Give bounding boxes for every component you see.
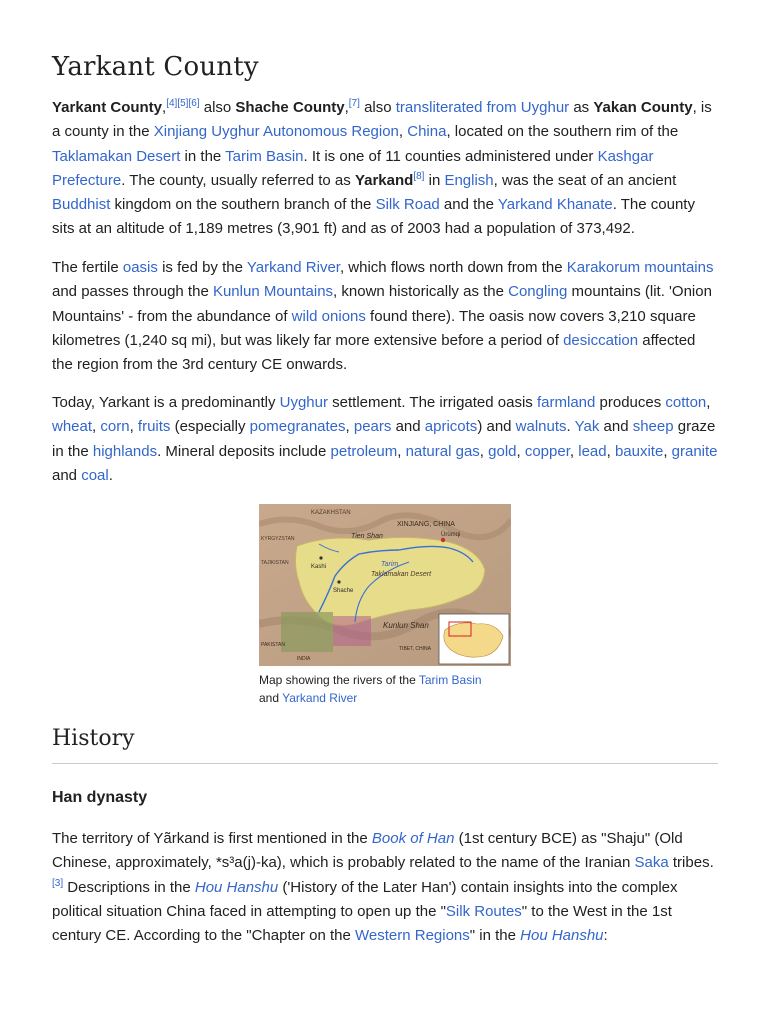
text: in the [180, 147, 226, 165]
italic-title[interactable]: Book of Han [371, 830, 455, 847]
map-label-kyrgyzstan: KYRGYZSTAN [261, 536, 295, 542]
text: : [603, 927, 608, 945]
map-label-tarim: Tarim [381, 561, 399, 568]
text: , [345, 418, 354, 436]
oasis-paragraph [52, 256, 718, 377]
text: , located on the southern rim of the [446, 123, 679, 141]
text: and [391, 418, 425, 436]
text: and [52, 466, 82, 484]
link[interactable]: walnuts [515, 418, 567, 436]
link[interactable]: natural gas [405, 442, 480, 460]
citation[interactable] [166, 98, 199, 109]
link[interactable]: Congling [508, 283, 568, 301]
text: Descriptions in the [63, 878, 195, 896]
link[interactable]: gold [488, 442, 517, 460]
caption-text: Map showing the rivers of the [259, 673, 419, 687]
map-label-shache: Shache [333, 588, 354, 594]
text: graze in the [52, 418, 716, 460]
map-label-xinjiang: XINJIANG, CHINA [397, 521, 455, 528]
text: , which flows north down from the [339, 259, 567, 276]
map-label-tibet: TIBET, CHINA [399, 646, 431, 652]
text: , [606, 442, 615, 460]
text: The territory of Yãrkand is first mentioned in the [52, 830, 372, 847]
map-label-tianshan: Tien Shan [351, 533, 383, 540]
link[interactable]: lead [578, 442, 607, 460]
text: Today, Yarkant is a predominantly [52, 394, 280, 411]
bold-term: Yarkand [354, 171, 414, 189]
link[interactable]: transliterated from Uyghur [395, 99, 570, 116]
text: , known historically as the [333, 283, 509, 301]
text: . The county, usually referred to as [121, 171, 355, 189]
text: The fertile [52, 259, 123, 276]
link[interactable]: Xinjiang Uyghur Autonomous Region [153, 123, 399, 141]
link[interactable]: English [444, 171, 494, 189]
link[interactable]: Taklamakan Desert [52, 147, 181, 165]
page-title: Yarkant County [52, 52, 259, 82]
text: , [569, 442, 579, 460]
text: . Mineral deposits include [157, 442, 331, 460]
text: and the [439, 196, 498, 214]
text: " in the [469, 927, 521, 945]
link[interactable]: corn [100, 418, 130, 436]
link[interactable]: Western Regions [355, 927, 470, 945]
subsection-heading-han-dynasty: Han dynasty [52, 789, 148, 806]
text: settlement. The irrigated oasis [327, 394, 537, 411]
text: found there). The oasis now covers 3,210 square kilometres (1,240 sq mi), but was likely far more extensive before a period of [52, 307, 696, 349]
citation[interactable] [52, 878, 63, 889]
text: . It is one of 11 counties administered under [303, 147, 598, 165]
kashi-marker [319, 556, 322, 559]
caption-text: and [259, 690, 283, 705]
map-label-taklamakan: Taklamakan Desert [371, 571, 432, 578]
link[interactable]: desiccation [563, 331, 639, 349]
caption-link-tarim-basin[interactable]: Tarim Basin [418, 673, 482, 687]
text: , [92, 418, 101, 436]
shache-marker [337, 580, 340, 583]
map-label-kazakhstan: KAZAKHSTAN [311, 510, 351, 516]
link[interactable]: copper [524, 442, 570, 460]
text: , [344, 99, 349, 116]
han-paragraph [52, 827, 718, 948]
urumqi-marker [441, 538, 445, 542]
text: affected the region from the 3rd century CE onwards. [52, 331, 696, 374]
map-label-pakistan: PAKISTAN [261, 642, 285, 648]
link[interactable]: petroleum [330, 442, 398, 460]
link[interactable] [195, 879, 278, 896]
text: mountains (lit. 'Onion Mountains' - from the abundance of [52, 283, 712, 325]
text: . [108, 466, 113, 484]
text: also [359, 99, 396, 116]
link[interactable]: Uyghur [279, 394, 328, 411]
bold-term: Shache County [235, 99, 345, 116]
link[interactable]: Yak [574, 418, 600, 436]
section-heading-history: History [52, 726, 718, 764]
intro-paragraph [52, 96, 718, 242]
text: tribes. [668, 854, 714, 872]
text: and [599, 418, 633, 436]
text: kingdom on the southern branch of the [110, 196, 376, 214]
citation[interactable] [413, 171, 424, 182]
link[interactable] [372, 830, 455, 847]
link[interactable]: Tarim Basin [225, 147, 304, 165]
text: produces [595, 394, 666, 411]
link[interactable]: farmland [536, 394, 596, 411]
bold-term: Yakan County [593, 99, 693, 116]
text: ) and [477, 418, 516, 436]
text: , [663, 442, 672, 460]
link[interactable] [520, 927, 603, 944]
text: , was the seat of an ancient [493, 171, 677, 189]
citation-link[interactable]: [8] [413, 170, 425, 182]
text: . The county sits at an altitude of 1,189 metres (3,901 ft) and as of 2003 had a population of 373,492. [52, 196, 695, 238]
link[interactable]: bauxite [614, 442, 664, 460]
link[interactable]: wild onions [291, 307, 366, 325]
map-label-tajikistan: TAJIKISTAN [261, 560, 289, 566]
link[interactable]: Yarkand River [246, 259, 340, 276]
text: , [397, 442, 406, 460]
text: . [566, 418, 575, 436]
link[interactable]: wheat [52, 418, 93, 436]
figure-caption [259, 672, 504, 707]
link[interactable]: apricots [424, 418, 478, 436]
tarim-basin-map[interactable] [259, 504, 511, 666]
text: , is a county in the [52, 99, 712, 141]
map-label-kashi: Kashi [311, 564, 327, 570]
citation-link[interactable]: [7] [348, 98, 360, 109]
link[interactable]: Kunlun Mountains [212, 283, 334, 301]
text: and passes through the [52, 283, 213, 301]
link[interactable]: pears [353, 418, 392, 436]
text: in [424, 171, 445, 189]
text: (1st century BCE) as "Shaju" (Old Chinese, approximately, *s³a(j)-ka), which is probably related to the name of the Iranian [52, 830, 683, 872]
italic-title[interactable]: Hou Hanshu [520, 927, 604, 945]
link[interactable]: Silk Road [375, 196, 440, 214]
caption-link-yarkand-river[interactable]: Yarkand River [282, 690, 358, 705]
link[interactable]: coal [81, 466, 109, 484]
link[interactable]: Kashgar Prefecture [52, 147, 654, 189]
text: is fed by the [157, 259, 247, 276]
text: as [569, 99, 594, 116]
text: , [516, 442, 525, 460]
link[interactable]: pomegranates [249, 418, 346, 436]
region-pakistan [281, 612, 333, 652]
map-label-india: INDIA [297, 656, 311, 662]
text: , [706, 394, 711, 411]
text: , [129, 418, 138, 436]
link[interactable]: Silk Routes [445, 902, 522, 920]
link[interactable]: China [407, 123, 447, 141]
citation-link[interactable]: [3] [52, 877, 64, 889]
link[interactable]: Yarkand Khanate [497, 196, 613, 214]
text: (especially [170, 418, 250, 436]
italic-title[interactable]: Hou Hanshu [194, 878, 279, 896]
text: also [199, 99, 236, 116]
map-label-urumqi: Ürümqi [441, 532, 461, 538]
link[interactable]: sheep [632, 418, 674, 436]
text: ('History of the Later Han') contain insights into the complex political situation China faced in attempting to open up the " [52, 878, 678, 920]
text: , [479, 442, 489, 460]
link[interactable]: Saka [634, 854, 669, 872]
bold-term: Yarkant County [52, 99, 163, 116]
citation-link[interactable]: [4][5][6] [166, 98, 200, 109]
link[interactable]: Karakorum mountains [566, 259, 714, 276]
link[interactable]: cotton [665, 394, 707, 411]
link[interactable]: Buddhist [52, 196, 111, 214]
text: " to the West in the 1st century CE. According to the "Chapter on the [52, 902, 672, 945]
text: , [162, 99, 167, 116]
link[interactable]: highlands [92, 442, 158, 460]
citation[interactable] [349, 98, 360, 109]
region-india [333, 616, 371, 646]
today-paragraph [52, 391, 718, 488]
link[interactable]: granite [671, 442, 718, 460]
text: , [398, 123, 408, 141]
map-figure [259, 504, 511, 707]
link[interactable]: fruits [137, 418, 171, 436]
map-label-kunlun: Kunlun Shan [383, 621, 429, 630]
link[interactable]: oasis [122, 259, 158, 276]
